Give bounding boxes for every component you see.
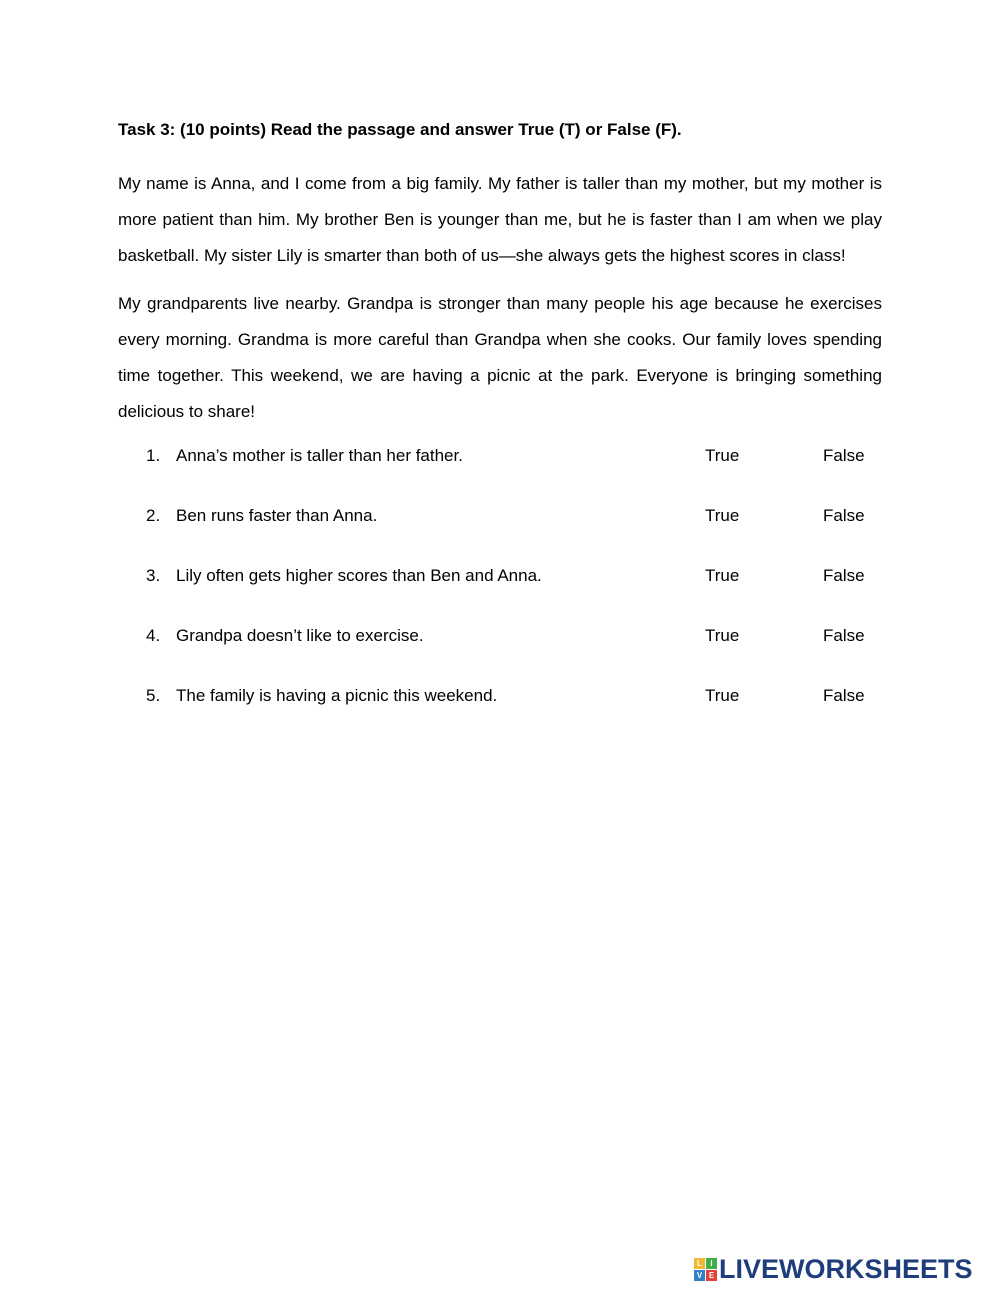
logo-mark-cell: V: [694, 1270, 705, 1281]
logo-mark-cell: E: [706, 1270, 717, 1281]
question-text: The family is having a picnic this weekend.: [176, 686, 498, 705]
question-item-3: [118, 562, 882, 622]
task-title: Task 3: (10 points) Read the passage and answer True (T) or False (F).: [118, 120, 682, 139]
question-number: 5.: [146, 686, 161, 705]
logo-text: LIVEWORKSHEETS: [719, 1253, 973, 1284]
answer-false-option[interactable]: False: [823, 446, 865, 465]
answer-true-option[interactable]: True: [705, 626, 740, 645]
logo-mark-cell: I: [706, 1258, 717, 1269]
question-text: Anna’s mother is taller than her father.: [176, 446, 463, 465]
question-number: 3.: [146, 566, 161, 585]
logo-mark-icon: [694, 1258, 717, 1281]
question-text: Ben runs faster than Anna.: [176, 506, 378, 525]
question-list: [118, 442, 882, 742]
answer-true-option[interactable]: True: [705, 506, 740, 525]
answer-true-option[interactable]: True: [705, 686, 740, 705]
question-item-1: [118, 442, 882, 502]
liveworksheets-logo: [694, 1253, 973, 1285]
answer-false-option[interactable]: False: [823, 686, 865, 705]
question-text: Lily often gets higher scores than Ben and Anna.: [176, 566, 542, 585]
passage-paragraph-2: My grandparents live nearby. Grandpa is stronger than many people his age because he exercises every morning. Grandma is more careful than Grandpa when she cooks. Our family loves spending time together. This weekend, we are having a picnic at the park. Everyone is bringing something delicious to share!: [118, 294, 882, 421]
answer-false-option[interactable]: False: [823, 626, 865, 645]
question-number: 4.: [146, 626, 161, 645]
question-item-5: [118, 682, 882, 742]
answer-false-option[interactable]: False: [823, 506, 865, 525]
question-text: Grandpa doesn’t like to exercise.: [176, 626, 424, 645]
answer-true-option[interactable]: True: [705, 566, 740, 585]
answer-true-option[interactable]: True: [705, 446, 740, 465]
passage-paragraph-1: My name is Anna, and I come from a big family. My father is taller than my mother, but my mother is more patient than him. My brother Ben is younger than me, but he is faster than I am when we play basketball. My sister Lily is smarter than both of us—she always gets the highest scores in class!: [118, 174, 882, 265]
question-item-4: [118, 622, 882, 682]
logo-mark-cell: L: [694, 1258, 705, 1269]
question-item-2: [118, 502, 882, 562]
question-number: 2.: [146, 506, 161, 525]
question-number: 1.: [146, 446, 161, 465]
worksheet-content: [118, 116, 882, 742]
answer-false-option[interactable]: False: [823, 566, 865, 585]
